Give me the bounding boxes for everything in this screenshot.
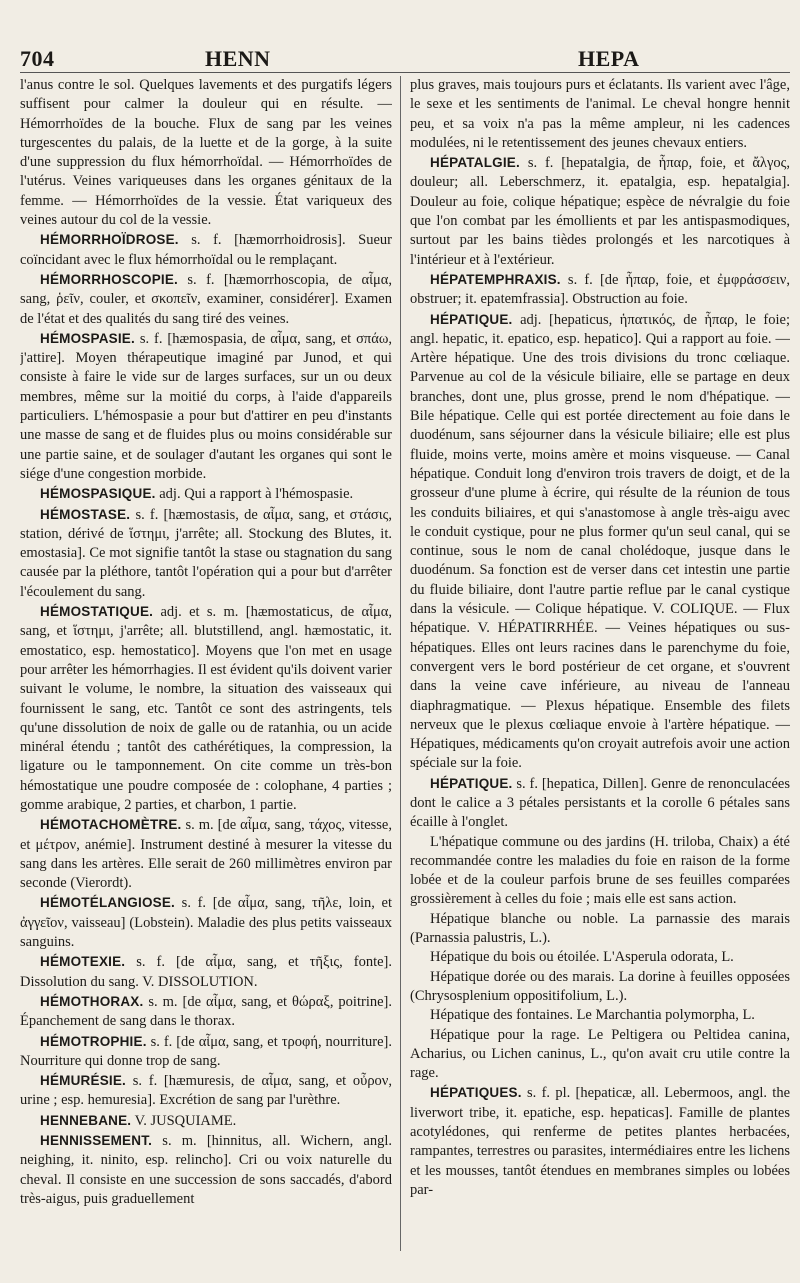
entry [20,1032,392,1072]
page-number: 704 [20,46,55,71]
entry [410,153,790,270]
entry [410,948,790,967]
entry [20,329,392,484]
headword: HÉMOSTATIQUE. [40,604,154,620]
entry-text: s. f. [de αἷμα, sang, et τῆξις, fonte]. Dissolution du sang. V. DISSOLUTION. [20,954,392,990]
entry [20,815,392,893]
entry-text: s. f. [de ἧπαρ, foie, et ἐμφράσσειν, obstruer; it. epatemfrassia]. Obstruction au foie. [410,271,790,308]
entry-text: s. f. [de αἷμα, sang, τῆλε, loin, et ἀγγεῖον, vaisseau] (Lobstein). Maladie des plus petits vaisseaux sanguins. [20,895,392,951]
headword: HÉPATIQUE. [430,775,513,791]
entry [20,270,392,329]
running-header [20,44,790,73]
entry-text: adj. Qui a rapport à l'hémospasie. [155,486,354,503]
entry [20,1131,392,1209]
entry-text: L'hépatique commune ou des jardins (H. triloba, Chaix) a été recommandée contre les maladies du foie en raison de la forme lobée et de la couleur parfois brune de ses feuilles comparées grossièrement à celles du foie ; mais elle est sans action. [410,833,790,908]
entry [410,910,790,949]
entry [410,1083,790,1200]
entry-text: Hépatique blanche ou noble. La parnassie des marais (Parnassia palustris, L.). [410,910,790,947]
headword: HÉMORRHOSCOPIE. [40,271,179,287]
entry [20,76,392,230]
entry-text: s. m. [de αἷμα, sang, et θώραξ, poitrine]. Épanchement de sang dans le thorax. [20,993,392,1030]
headword: HENNISSEMENT. [40,1133,153,1149]
headword: HÉMOSPASIE. [40,330,135,346]
headword: HÉMORRHOÏDROSE. [40,232,179,248]
entry-text: s. f. [hepatalgia, de ἧπαρ, foie, et ἄλγος, douleur; all. Leberschmerz, it. epatalgia, esp. hepatalgia]. Douleur au foie, colique hépatique; espèce de névralgie du foie que l'on combat par les émollients et par les antispasmodiques, surtout par les bains tièdes prolongés et les narcotiques à l'intérieur et à l'extérieur. [410,155,790,268]
entry [20,484,392,504]
left-running-head: HENN [205,46,271,71]
entry [410,968,790,1007]
entry [20,230,392,270]
headword: HÉPATEMPHRAXIS. [430,271,561,287]
headword: HÉMOTROPHIE. [40,1033,147,1049]
left-column [20,76,392,1272]
headword: HÉPATALGIE. [430,155,520,171]
entry-text: s. f. [hæmostasis, de αἷμα, sang, et στάσις, station, dérivé de ἵστημι, j'arrête; all. Stockung des Blutes, it. emostasia]. Ce mot signifie tantôt la stase ou stagnation du sang causée par la pléthore, tantôt l'opération qui a pour but d'arrêter l'écoulement du sang. [20,506,392,600]
headword: HÉMOSTASE. [40,506,131,522]
entry-text: V. JUSQUIAME. [131,1112,237,1129]
headword: HÉPATIQUE. [430,311,513,327]
entry-text: s. m. [de αἷμα, sang, τάχος, vitesse, et μέτρον, anémie]. Instrument destiné à mesurer la vitesse du sang dans les artères. Elle serait de 260 millimètres environ par seconde (Vierordt). [20,817,392,892]
entry-text: adj. et s. m. [hæmostaticus, de αἷμα, sang, et ἵστημι, j'arrête; all. blutstillend, angl. hæmostatic, it. emostatico, esp. hemostatico]. Moyens que l'on met en usage pour arrêter les hémorrhagies. Il est évident qu'ils doivent varier suivant le volume, le nombre, la situation des vaisseaux qui fournissent le sang, etc. Tantôt ce sont des astringents, tels qu'une dissolution de noix de galle ou de ratanhia, ou un acide minéral étendu ; tantôt des cathérétiques, la compression, la ligature ou le tamponnement. On cite comme un très-bon hémostatique une poudre composée de : colophane, 4 parties ; gomme arabique, 2 parties, et charbon, 1 partie. [20,604,392,813]
entry [410,270,790,310]
entry [20,1111,392,1131]
entry [20,992,392,1032]
entry-text: s. f. [hepatica, Dillen]. Genre de renonculacées dont le calice a 3 pétales persistants et la corolle 6 pétales sans écaille à l'onglet. [410,775,790,831]
right-column [410,76,790,1272]
entry [410,76,790,153]
entry-text: Hépatique des fontaines. Le Marchantia polymorpha, L. [430,1007,755,1024]
headword: HÉMOTACHOMÈTRE. [40,817,182,833]
entry-text: Hépatique du bois ou étoilée. L'Asperula odorata, L. [430,949,734,966]
entry-text: s. f. pl. [hepaticæ, all. Lebermoos, angl. the liverwort tribe, it. epatiche, esp. hepaticas]. Famille de plantes acotylédones, qui renferme de petites plantes herbacées, rampantes, terrestres ou parasites, intermédiaires entre les lichens et les mousses, tantôt étendues en membranes simples ou lobées par- [410,1085,790,1198]
entry [20,893,392,952]
entry [20,505,392,602]
entry [20,602,392,815]
entry-text: Hépatique pour la rage. Le Peltigera ou Peltidea canina, Acharius, ou Lichen caninus, L., qu'on avait cru utile contre la rage. [410,1026,790,1082]
entry [410,774,790,833]
entry-text: s. f. [hæmorrhoscopia, de αἷμα, sang, ῥεῖν, couler, et σκοπεῖν, examiner, considérer]. Examen de l'état et des qualités du sang tiré des veines. [20,271,392,327]
column-divider [400,76,401,1251]
entry-text: l'anus contre le sol. Quelques lavements et des purgatifs légers suffisent pour calmer la douleur qui en résulte. — Hémorrhoïdes de la bouche. Flux de sang par les veines turgescentes du palais, de la luette et de la gorge, à la suite d'une suppression du flux hémorrhoïdal. — Hémorrhoïdes de l'utérus. Veines variqueuses dans les organes génitaux de la femme. — Hémorrhoïdes de la vessie. État variqueux des veines autour du col de la vessie. [20,77,392,229]
entry-text: plus graves, mais toujours purs et éclatants. Ils varient avec l'âge, le sexe et les sentiments de l'animal. Le cheval hongre hennit peu, et sa voix n'a pas la même ampleur, ni les cadences modulées, ni le retentissement des jeunes chevaux entiers. [410,77,790,151]
headword: HÉMOTÉLANGIOSE. [40,895,176,911]
entry [410,310,790,774]
headword: HÉPATIQUES. [430,1085,522,1101]
entry-text: s. f. [hæmuresis, de αἷμα, sang, et οὖρον, urine ; esp. hemuresia]. Excrétion de sang par l'urèthre. [20,1073,392,1109]
entry [410,1026,790,1084]
entry-text: s. f. [hæmospasia, de αἷμα, sang, et σπάω, j'attire]. Moyen thérapeutique imaginé par Junod, et qui consiste à faire le vide sur de larges surfaces, sur un ou deux membres, même sur la moitié du corps, à l'aide d'appareils particuliers. L'hémospasie a pour but d'attirer en peu d'instants une masse de sang et de fluides plus ou moins considérable sur une partie saine, et de soulager d'autant les organes qui sont le siége d'une congestion morbide. [20,330,392,482]
headword: HÉMOTHORAX. [40,993,144,1009]
headword: HÉMURÉSIE. [40,1073,127,1089]
headword: HÉMOSPASIQUE. [40,486,156,502]
entry [20,1071,392,1111]
entry-text: s. f. [de αἷμα, sang, et τροφή, nourriture]. Nourriture qui donne trop de sang. [20,1033,392,1069]
right-running-head: HEPA [578,46,640,71]
entry-text: adj. [hepaticus, ἡπατικός, de ἧπαρ, le foie; angl. hepatic, it. epatico, esp. hepatico]. Qui a rapport au foie. — Artère hépatique. Une des trois divisions du tronc cœliaque. Parvenue au col de la vésicule biliaire, elle se partage en deux branches, dont une, plus grosse, prend le nom d'hépatique. — Bile hépatique. Celle qui est portée directement au foie dans le duodénum, sans séjourner dans la vésicule biliaire; elle est plus fluide, moins verte, moins amère et moins visqueuse. — Canal hépatique. Conduit long d'environ trois travers de doigt, et de la grosseur d'une plume à écrire, qui résulte de la réunion de tous les conduits biliaires, et qui s'anastomose à angle très-aigu avec le conduit cystique, pour ne plus former qu'un seul canal, qui se continue, sous le nom de canal cholédoque, jusque dans le duodénum. Sa fonction est de verser dans cet intestin une partie du fluide biliaire, dont l'autre partie reflue par le canal cystique dans la vésicule. — Colique hépatique. V. COLIQUE. — Flux hépatique. V. HÉPATIRRHÉE. — Veines hépatiques ou sus-hépatiques. Elles ont leurs racines dans le parenchyme du foie, convergent vers le bord postérieur de cet organe, et s'ouvrent dans la veine cave inférieure, au niveau de l'anneau diaphragmatique. — Plexus hépatique. Ensemble des filets nerveux que le plexus cœliaque envoie à l'artère hépatique. — Hépatiques, médicaments qu'on croyait autrefois avoir une action spéciale sur la foie. [410,311,790,772]
headword: HENNEBANE. [40,1112,132,1128]
entry [410,833,790,910]
entry-text: Hépatique dorée ou des marais. La dorine à feuilles opposées (Chrysosplenium oppositifolium, L.). [410,968,790,1004]
entry-text: s. m. [hinnitus, all. Wichern, angl. neighing, it. ninito, esp. relincho]. Cri ou voix naturelle du cheval. Il consiste en une succession de sons saccadés, d'abord très-aigus, puis graduellement [20,1133,392,1207]
headword: HÉMOTEXIE. [40,954,126,970]
entry-text: s. f. [hæmorrhoidrosis]. Sueur coïncidant avec le flux hémorrhoïdal ou le remplaçant. [20,232,392,268]
entry [20,952,392,992]
entry [410,1006,790,1025]
